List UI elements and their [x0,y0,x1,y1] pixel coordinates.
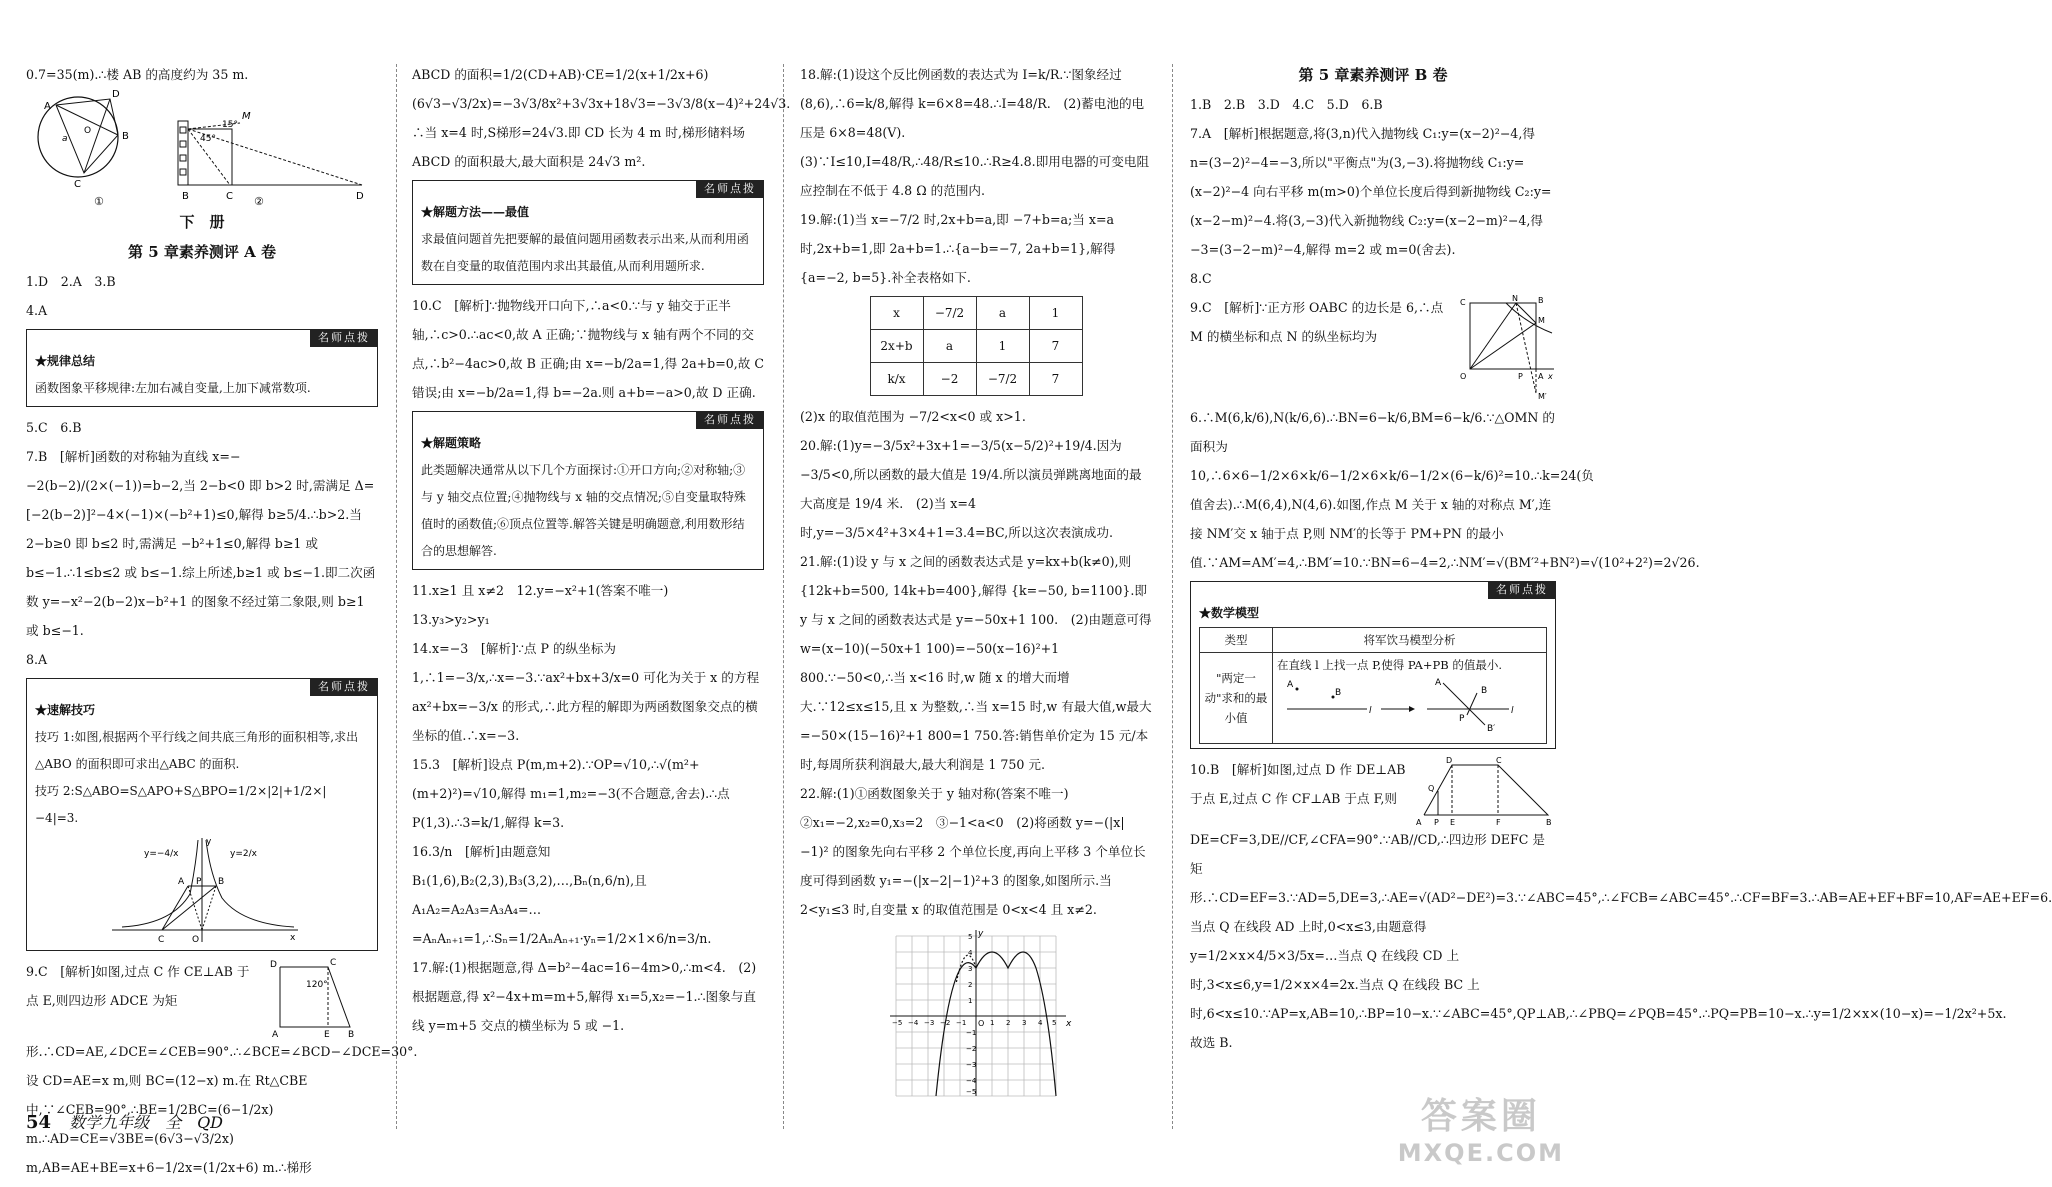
model-label-Bprime: B′ [1487,724,1496,734]
figure-trapezoid-abcd [1416,755,1556,825]
tip-tag: 名师点拨 [310,678,378,696]
tip-body: 此类题解决通常从以下几个方面探讨:①开口方向;②对称轴;③与 y 轴交点位置;④抛物线与 x 轴的交点情况;⑤自变量取特殊值时的函数值;⑥顶点位置等.解答关键是明确题意,利用数形结合的思想解答. [421,463,746,558]
fig6-label-E: E [1450,818,1456,827]
tip-tag: 名师点拨 [696,411,764,429]
graph-label-x: x [1066,1019,1072,1029]
tip-heading: ★规律总结 [35,354,96,368]
fig5-label-O: O [1460,372,1467,381]
column-2 [412,60,791,1040]
answer-17: 17.解:(1)根据题意,得 Δ=b²−4ac=16−4m>0,∴m<4. (2)根据题意,得 x²−4x+m=m+5,解得 x₁=5,x₂=−1.∴图象与直线 y=m+5 交点的横坐标为 5 或 −1. [412,960,757,1033]
fig1-label-D: D [112,89,120,100]
answer-4: 4.A [26,303,48,318]
y-tick: 2 [968,981,973,989]
table-row [1200,628,1547,653]
fig4-label-B: B [348,1030,355,1040]
tip-tag: 名师点拨 [310,329,378,347]
column-divider-2 [783,64,784,1129]
answer-21: 21.解:(1)设 y 与 x 之间的函数表达式是 y=kx+b(k≠0),则 {12k+b=500, 14k+b=400},解得 {k=−50, b=1100}.即 y 与 x 之间的函数表达式是 y=−50x+1 100. (2)由题意可得 w=(x−10)(−50x+1 100)=−50(x−16)²+1 800.∵−50<0,∴当 x<16 时,w 随 x 的增大而增大.∵12≤x≤15,且 x 为整数,∴当 x=15 时,w 有最大值,w最大=−50×(15−16)²+1 800=1 750.答:销售单价定为 15 元/本时,每周所获利润最大,最大利润是 1 750 元. [800,554,1152,772]
fig6-label-A: A [1416,818,1422,827]
table-cell: 7 [1029,363,1082,396]
answer-8: 8.C [1190,271,1212,286]
fig2-label-D: D [356,191,364,202]
y-tick: −4 [966,1077,977,1085]
model-header-type: 类型 [1200,628,1273,653]
table-cell: 1 [1029,297,1082,330]
fig3-label-C: C [158,935,165,945]
answers-11-12: 11.x≥1 且 x≠2 12.y=−x²+1(答案不唯一) [412,583,669,598]
tip-text-1: 技巧 1:如图,根据两个平行线之间共底三角形的面积相等,求出△ABO 的面积即可求出△ABC 的面积. [35,730,359,771]
answer-9-conclusion: ∴当 x=4 时,S梯形=24√3.即 CD 长为 4 m 时,梯形储料场 ABCD 的面积最大,最大面积是 24√3 m². [412,125,745,169]
y-tick: −5 [966,1088,977,1096]
fig4-label-E: E [324,1030,330,1040]
y-tick: −1 [966,1029,977,1037]
tip-heading: ★数学模型 [1199,606,1260,620]
watermark [1398,1088,1564,1167]
fig6-label-F: F [1496,818,1501,827]
answer-8: 8.A [26,652,48,667]
fig5-label-B: B [1538,296,1544,305]
column-4 [1190,60,2052,1057]
answers-1-3: 1.D 2.A 3.B [26,274,116,289]
model-label-l: l [1369,706,1372,716]
y-tick: 3 [968,965,973,973]
y-tick: 5 [968,933,973,941]
fig1-label-A: A [44,101,51,112]
tip-body: 函数图象平移规律:左加右减自变量,上加下减常数项. [35,381,311,395]
fig3-label-f1: y=−4/x [144,849,179,859]
fig2-label-B: B [182,191,189,202]
table-cell: −7/2 [923,297,976,330]
value-table [870,296,1083,396]
x-tick: −5 [892,1019,903,1027]
column-3 [800,60,1152,1096]
table-cell: a [923,330,976,363]
answer-9-block [1190,293,1700,577]
answer-19-part2: (2)x 的取值范围为 −7/2<x<0 或 x>1. [800,409,1026,424]
fig5-label-A: A [1538,372,1544,381]
tip-heading: ★解题策略 [421,436,482,450]
table-cell: x [870,297,923,330]
table-row [1200,653,1547,744]
fig5-label-C: C [1460,298,1466,307]
fig4-label-D: D [270,960,277,970]
column-divider-3 [1172,64,1173,1129]
model-header-analysis: 将军饮马模型分析 [1273,628,1547,653]
answer-9-continued: ABCD 的面积=1/2(CD+AB)·CE=1/2(x+1/2x+6)(6√3−√3/2x)=−3√3/8x²+3√3x+18√3=−3√3/8(x−4)²+24√3. [412,67,791,111]
answer-13: 13.y₃>y₂>y₁ [412,612,490,627]
fig3-label-O: O [192,935,200,945]
answer-7: 7.A [解析]根据题意,将(3,n)代入抛物线 C₁:y=(x−2)²−4,得 n=(3−2)²−4=−3,所以"平衡点"为(3,−3).将抛物线 C₁:y=(x−2)²−4 向右平移 m(m>0)个单位长度后得到新抛物线 C₂:y=(x−2−m)²−4.将(3,−3)代入新抛物线 C₂:y=(x−2−m)²−4,得 −3=(3−2−m)²−4,解得 m=2 或 m=0(舍去). [1190,126,1552,257]
fig1-label-C: C [74,179,81,190]
model-analysis-cell [1273,653,1547,744]
model-label-B: B [1335,688,1342,698]
figure-trapezoid-adce [266,957,378,1040]
x-tick: −1 [956,1019,967,1027]
tip-text-2: 技巧 2:S△ABO=S△APO+S△BPO=1/2×|2|+1/2×|−4|=3. [35,784,327,825]
tip-tag: 名师点拨 [1488,581,1556,599]
fig3-label-x: x [290,933,296,943]
fig4-label-A: A [272,1030,279,1040]
model-label-A: A [1287,680,1294,690]
answer-9-block [26,957,418,1182]
y-tick: 4 [968,949,973,957]
test-a-title: 第 5 章素养测评 A 卷 [128,243,276,261]
table-row [870,297,1082,330]
model-analysis-text: 在直线 l 上找一点 P,使得 PA+PB 的值最小. [1277,658,1502,672]
model-label-A2: A [1435,678,1442,688]
fig3-label-B: B [218,877,225,887]
volume-heading: 下 册 [179,213,225,231]
table-cell: −2 [923,363,976,396]
answer-15: 15.3 [解析]设点 P(m,m+2).∵OP=√10,∴√(m²+(m+2)²)=√10,解得 m₁=1,m₂=−3(不合题意,舍去).∴点 P(1,3).∴3=k/1,解得 k=3. [412,757,730,830]
fig5-label-P: P [1518,372,1523,381]
answer-18: 18.解:(1)设这个反比例函数的表达式为 I=k/R.∵图象经过(8,6),∴6=k/8,解得 k=6×8=48.∴I=48/R. (2)蓄电池的电压是 6×8=48(V). (3)∵I≤10,I=48/R,∴48/R≤10.∴R≥4.8.即用电器的可变电阻应控制在不低于 4.8 Ω 的范围内. [800,67,1150,198]
x-tick: −4 [908,1019,919,1027]
fig6-label-P: P [1434,818,1439,827]
fig6-label-C: C [1496,756,1502,765]
table-row [870,330,1082,363]
model-label-l2: l [1511,706,1514,716]
column-1 [26,60,418,1182]
figure-square-oabc [1456,293,1556,403]
tip-box-extreme-value [412,180,764,285]
tip-box-strategy [412,411,764,570]
fig1-label-O: O [84,126,92,136]
answer-9: 9.C [解析]如图,过点 C 作 CE⊥AB 于点 E,则四边形 ADCE 为矩形.∴CD=AE,∠DCE=∠CEB=90°.∴∠BCE=∠BCD−∠DCE=30°.设 CD=AE=x m,则 BC=(12−x) m.在 Rt△CBE 中,∵∠CEB=90°,∴BE=1/2BC=(6−1/2x) m.∴AD=CE=√3BE=(6√3−√3/2x) m,AB=AE+BE=x+6−1/2x=(1/2x+6) m.∴梯形 [26,964,418,1175]
tip-box-rule-summary [26,329,378,407]
figure-hyperbolas [102,834,302,946]
answer-16: 16.3/n [解析]由题意知 B₁(1,6),B₂(2,3),B₃(3,2),…,Bₙ(n,6/n),且 A₁A₂=A₂A₃=A₃A₄=…=AₙAₙ₊₁=1,∴Sₙ=1/2AₙAₙ₊₁·yₙ=1/2×1×6/n=3/n. [412,844,712,946]
fig3-label-y: y [206,837,212,847]
tip-box-quick-solve [26,678,378,951]
answers-5-6: 5.C 6.B [26,420,82,435]
table-cell: 1 [976,330,1029,363]
watermark-site: MXQE.COM [1397,1139,1564,1167]
model-type-cell: "两定一动"求和的最小值 [1200,653,1273,744]
figure-circle-and-building [26,89,378,207]
graph-label-y: y [978,929,984,939]
x-tick: −2 [940,1019,951,1027]
function-graph [876,926,1076,1096]
fig4-label-angle: 120° [306,980,328,990]
x-tick: 3 [1022,1019,1027,1027]
footer-text: 数学九年级 全 QD [69,1113,224,1132]
answer-10: 10.B [解析]如图,过点 D 作 DE⊥AB 于点 E,过点 C 作 CF⊥AB 于点 F,则 DE=CF=3,DE//CF,∠CFA=90°.∵AB//CD,∴四边形 DEFC 是矩形.∴CD=EF=3.∵AD=5,DE=3,∴AE=√(AD²−DE²)=3.∵∠ABC=45°,∴∠FCB=∠ABC=45°.∴CF=BF=3.∴AB=AE+EF+BF=10,AF=AE+EF=6.当点 Q 在线段 AD 上时,0<x≤3,由题意得 y=1/2×x×4/5×3/5x=…当点 Q 在线段 CD 上时,3<x≤6,y=1/2×x×4=2x.当点 Q 在线段 BC 上时,6<x≤10.∵AP=x,AB=10,∴BP=10−x.∵∠ABC=45°,QP⊥AB,∴∠PBQ=∠PQB=45°.∴PQ=PB=10−x.∴y=1/2×x×(10−x)=−1/2x²+5x.故选 B. [1190,762,2052,1050]
fig6-label-B: B [1546,818,1552,827]
model-label-B2: B [1481,686,1488,696]
fig5-label-Mprime: M′ [1538,392,1547,401]
answer-19: 19.解:(1)当 x=−7/2 时,2x+b=a,即 −7+b=a;当 x=a 时,2x+b=1,即 2a+b=1.∴{a−b=−7, 2a+b=1},解得 {a=−2, b=5}.补全表格如下. [800,212,1116,285]
tip-heading: ★速解技巧 [35,703,96,717]
column-divider-1 [396,64,397,1129]
fig1-label-a: a [62,134,68,144]
fig3-label-f2: y=2/x [230,849,257,859]
answer-10-block [1190,755,2052,1057]
graph-y-ticks [966,933,977,1096]
table-row [870,363,1082,396]
fig1-caption: ① [94,195,104,208]
fig2-caption: ② [254,195,264,208]
answer-9: 9.C [解析]∵正方形 OABC 的边长是 6,∴点 M 的横坐标和点 N 的纵坐标均为 6.∴M(6,k/6),N(k/6,6).∴BN=6−k/6,BM=6−k/6.∵△OMN 的面积为 10,∴6×6−1/2×6×k/6−1/2×6×k/6−1/2×(6−k/6)²=10.∴k=24(负值舍去).∴M(6,4),N(4,6).如图,作点 M 关于 x 轴的对称点 M′,连接 NM′交 x 轴于点 P,则 NM′的长等于 PM+PN 的最小值.∵AM=AM′=4,∴BM′=10.∵BN=6−4=2,∴NM′=√(BM′²+BN²)=√(10²+2²)=2√26. [1190,300,1700,570]
watermark-logo-text: 答案圈 [1420,1096,1541,1137]
tip-heading: ★解题方法——最值 [421,205,530,219]
fig5-label-x: x [1548,372,1553,381]
page-footer [26,1110,223,1133]
answers-1-6: 1.B 2.B 3.D 4.C 5.D 6.B [1190,97,1383,112]
intro-line: 0.7=35(m).∴楼 AB 的高度约为 35 m. [26,67,249,82]
table-cell: a [976,297,1029,330]
fig3-label-P: P [196,877,202,887]
fig6-label-Q: Q [1428,784,1435,793]
x-tick: 1 [990,1019,995,1027]
fig2-label-C: C [226,191,233,202]
x-tick: −3 [924,1019,935,1027]
fig6-label-D: D [1446,756,1453,765]
tip-box-math-model [1190,581,1556,749]
fig2-angle-45: 45° [200,134,216,144]
tip-body: 求最值问题首先把要解的最值问题用函数表示出来,从而利用函数在自变量的取值范围内求出其最值,从而利用题所求. [421,232,749,273]
page-number: 54 [26,1112,52,1133]
model-label-P: P [1459,714,1465,724]
test-b-title: 第 5 章素养测评 B 卷 [1298,66,1448,84]
fig2-angle-15: 15° [222,120,238,130]
x-tick: 2 [1006,1019,1011,1027]
y-tick: 1 [968,997,973,1005]
fig5-label-N: N [1512,294,1518,303]
answer-14: 14.x=−3 [解析]∵点 P 的纵坐标为 1,∴1=−3/x,∴x=−3.∵ax²+bx+3/x=0 可化为关于 x 的方程 ax²+bx=−3/x 的形式,∴此方程的解即为两函数图象交点的横坐标的值.∴x=−3. [412,641,760,743]
answer-20: 20.解:(1)y=−3/5x²+3x+1=−3/5(x−5/2)²+19/4.因为 −3/5<0,所以函数的最大值是 19/4.所以演员弹跳离地面的最大高度是 19/4 米. (2)当 x=4 时,y=−3/5×4²+3×4+1=3.4=BC,所以这次表演成功. [800,438,1142,540]
model-diagram [1277,675,1517,735]
table-cell: −7/2 [976,363,1029,396]
table-cell: 2x+b [870,330,923,363]
fig2-label-M: M [242,111,251,122]
table-cell: k/x [870,363,923,396]
graph-x-ticks [892,1019,1056,1027]
fig4-label-C: C [330,958,337,968]
y-tick: −2 [966,1045,977,1053]
answer-7: 7.B [解析]函数的对称轴为直线 x=−−2(b−2)/(2×(−1))=b−2,当 2−b<0 即 b>2 时,需满足 Δ=[−2(b−2)]²−4×(−1)×(−b²+1)≤0,解得 b≥5/4.∴b>2.当 2−b≥0 即 b≤2 时,需满足 −b²+1≤0,解得 b≥1 或 b≤−1.∴1≤b≤2 或 b≤−1.综上所述,b≥1 或 b≤−1.即二次函数 y=−x²−2(b−2)x−b²+1 的图象不经过第二象限,则 b≥1 或 b≤−1. [26,449,376,638]
model-table [1199,627,1547,744]
fig3-label-A: A [178,877,185,887]
graph-origin: O [978,1019,985,1028]
table-cell: 7 [1029,330,1082,363]
x-tick: 4 [1038,1019,1043,1027]
fig5-label-M: M [1538,316,1545,325]
x-tick: 5 [1052,1019,1057,1027]
fig1-label-B: B [122,131,129,142]
answer-22: 22.解:(1)①函数图象关于 y 轴对称(答案不唯一) ②x₁=−2,x₂=0,x₃=2 ③−1<a<0 (2)将函数 y=−(|x|−1)² 的图象先向右平移 2 个单位长度,再向上平移 3 个单位长度可得到函数 y₁=−(|x−2|−1)²+3 的图象,如图所示.当 2<y₁≤3 时,自变量 x 的取值范围是 0<x<4 且 x≠2. [800,786,1146,917]
y-tick: −3 [966,1061,977,1069]
tip-tag: 名师点拨 [696,180,764,198]
answer-10: 10.C [解析]∵抛物线开口向下,∴a<0.∵与 y 轴交于正半轴,∴c>0.∴ac<0,故 A 正确;∵抛物线与 x 轴有两个不同的交点,∴b²−4ac>0,故 B 正确;由 x=−b/2a=1,得 2a+b=0,故 C 错误;由 x=−b/2a=1,得 b=−2a.则 a+b=−a>0,故 D 正确. [412,298,765,400]
